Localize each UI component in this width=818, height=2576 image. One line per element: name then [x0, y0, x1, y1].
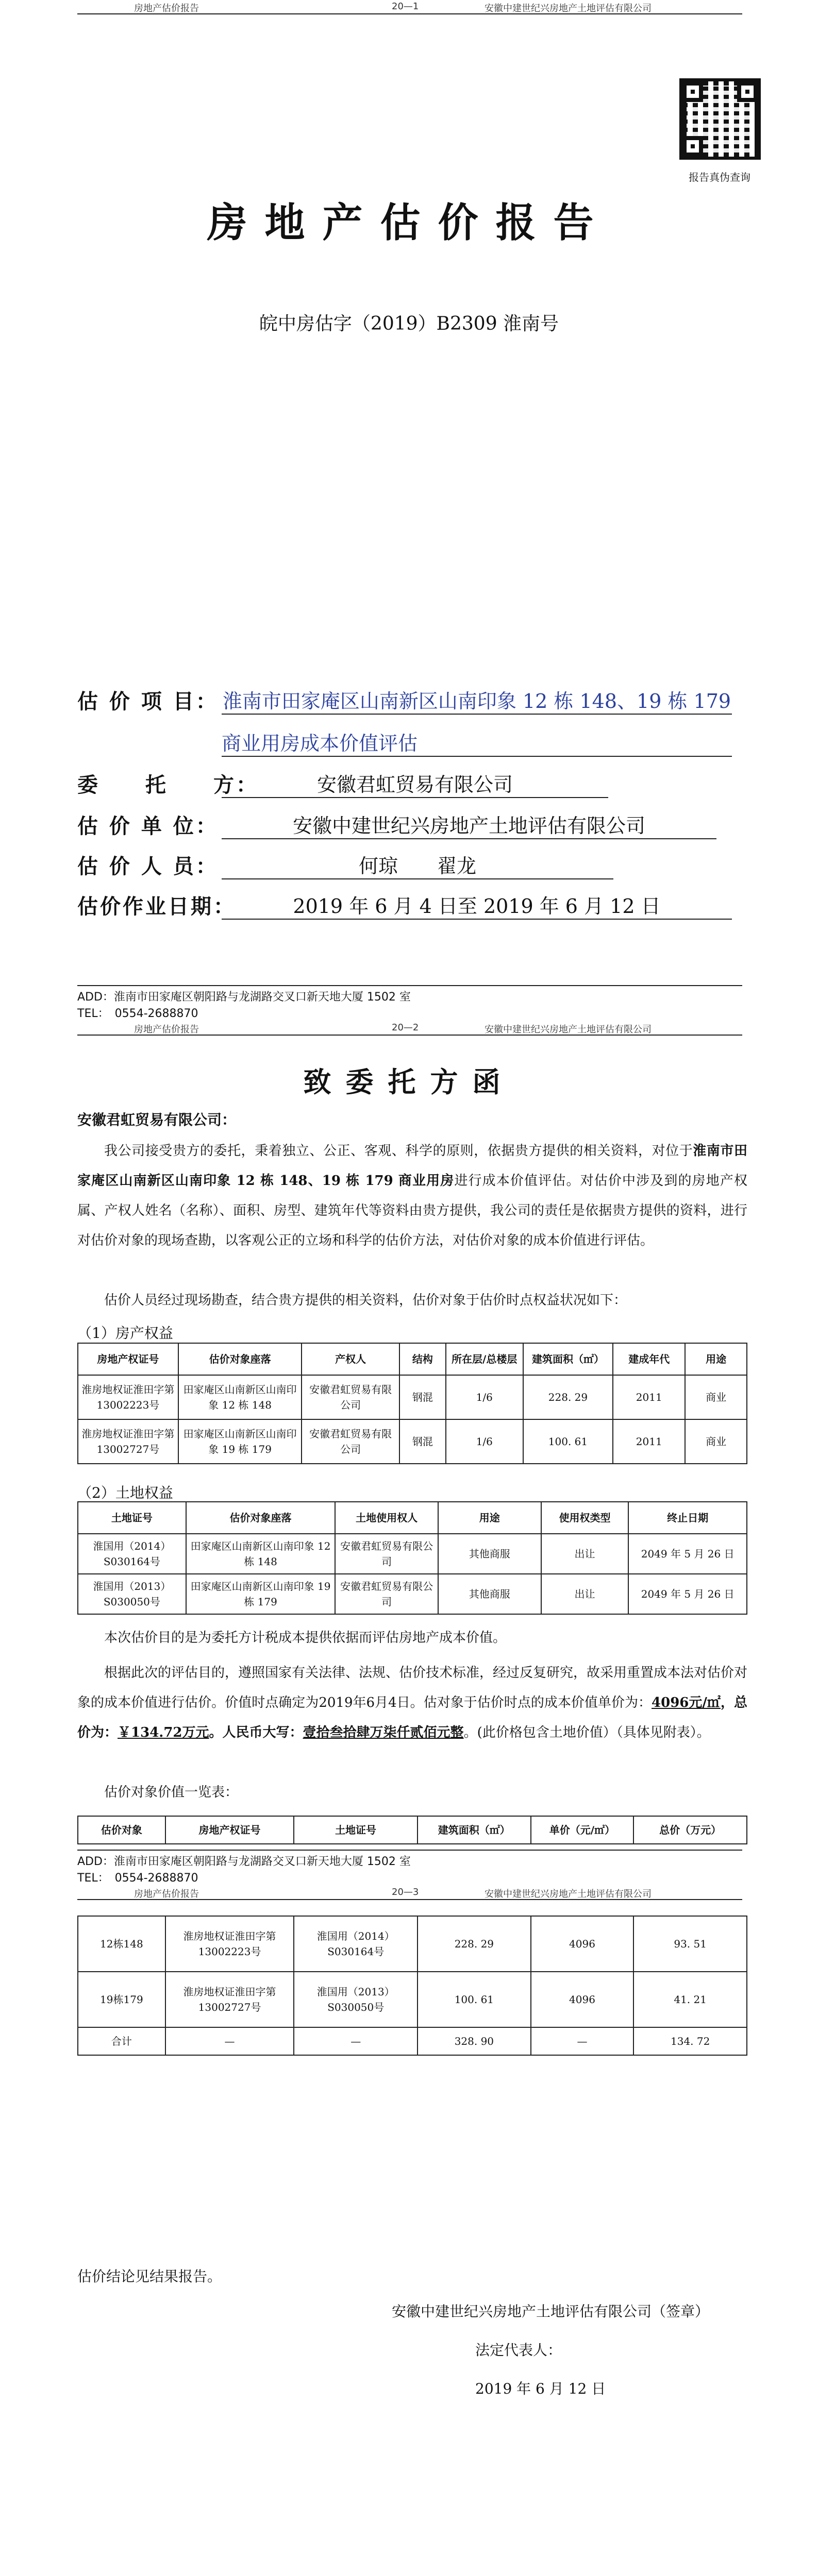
table-cell: 合计 — [78, 2027, 165, 2055]
table-header-cell: 终止日期 — [628, 1502, 747, 1534]
table-cell: — — [531, 2027, 634, 2055]
table-cell: 19栋179 — [78, 1972, 165, 2027]
info-value-appraisers: 何琼 翟龙 — [222, 850, 613, 879]
table2-label: （2）土地权益 — [77, 1484, 173, 1501]
table-header-cell: 土地使用权人 — [335, 1502, 438, 1534]
table-cell: 2011 — [613, 1419, 685, 1464]
page2-footer — [77, 1850, 742, 1887]
table-cell: 1/6 — [446, 1419, 523, 1464]
table-header-cell: 使用权类型 — [541, 1502, 629, 1534]
table-cell: 田家庵区山南新区山南印象 12 栋 148 — [178, 1375, 302, 1419]
report-title: 房地产估价报告 — [207, 199, 611, 246]
table-cell: 田家庵区山南新区山南印象 19 栋 179 — [186, 1574, 336, 1614]
report-number: 皖中房估字（2019）B2309 淮南号 — [259, 313, 559, 334]
header-page-number: 20—2 — [392, 1022, 419, 1033]
table-cell: 100. 61 — [523, 1419, 613, 1464]
table-cell: 1/6 — [446, 1375, 523, 1419]
table-cell: 228. 29 — [418, 1916, 531, 1972]
p4-text-g: 。(此价格包含土地价值）（具体见附表）。 — [463, 1725, 710, 1740]
conclusion-note: 估价结论见结果报告。 — [77, 2268, 222, 2285]
header-left: 房地产估价报告 — [134, 1889, 199, 1900]
table-cell: 淮国用（2014）S030164号 — [294, 1916, 418, 1972]
table-cell: 淮国用（2013）S030050号 — [294, 1972, 418, 2027]
table-cell: 安徽君虹贸易有限公司 — [335, 1534, 438, 1574]
table-header-cell: 产权人 — [302, 1343, 399, 1375]
letter-paragraph-4 — [77, 1658, 747, 1748]
table-total-row — [78, 2027, 747, 2055]
table-cell: — — [165, 2027, 294, 2055]
table-cell: 出让 — [541, 1574, 629, 1614]
table-header-cell: 土地证号 — [294, 1816, 418, 1844]
table-row — [78, 1419, 747, 1464]
table-header-cell: 结构 — [399, 1343, 446, 1375]
letter-paragraph-3: 本次估价目的是为委托方计税成本提供依据而评估房地产成本价值。 — [104, 1630, 507, 1646]
page2-header — [77, 1021, 742, 1036]
value-summary-table-header — [77, 1816, 747, 1844]
table-header-cell: 建筑面积（㎡） — [523, 1343, 613, 1375]
letter-paragraph-5: 估价对象价值一览表： — [104, 1785, 239, 1800]
table-cell: 淮国用（2014）S030164号 — [78, 1534, 186, 1574]
header-company: 安徽中建世纪兴房地产土地评估有限公司 — [485, 3, 652, 14]
table-row — [78, 1375, 747, 1419]
land-rights-table — [77, 1501, 747, 1615]
info-label-project: 估 价 项 目： — [77, 689, 219, 714]
table-row — [78, 1534, 747, 1574]
total-price: ￥134.72万元 — [118, 1725, 209, 1740]
table-header-cell: 建成年代 — [613, 1343, 685, 1375]
table1-label: （1）房产权益 — [77, 1325, 173, 1342]
footer-address: ADD：淮南市田家庵区朝阳路与龙湖路交叉口新天地大厦 1502 室 — [77, 991, 411, 1004]
header-company: 安徽中建世纪兴房地产土地评估有限公司 — [485, 1024, 652, 1035]
table-header-cell: 土地证号 — [78, 1502, 186, 1534]
table-cell: 出让 — [541, 1534, 629, 1574]
table-header-cell: 所在层/总楼层 — [446, 1343, 523, 1375]
property-rights-table — [77, 1343, 747, 1464]
unit-price: 4096元/㎡ — [652, 1695, 721, 1710]
total-price-words: 壹拾叁拾肆万柒仟贰佰元整 — [303, 1725, 464, 1740]
info-value-client: 安徽君虹贸易有限公司 — [222, 769, 608, 798]
table-header-row — [78, 1502, 747, 1534]
p1-text-a: 我公司接受贵方的委托，秉着独立、公正、客观、科学的原则，依据贵方提供的相关资料，对位于 — [104, 1143, 693, 1159]
legal-representative-label: 法定代表人： — [475, 2342, 562, 2359]
table-header-row — [78, 1343, 747, 1375]
table-cell: 田家庵区山南新区山南印象 19 栋 179 — [178, 1419, 302, 1464]
table-cell: — — [294, 2027, 418, 2055]
table-header-cell: 估价对象座落 — [178, 1343, 302, 1375]
table-cell: 淮房地权证淮田字第13002223号 — [165, 1916, 294, 1972]
letter-paragraph-1 — [77, 1136, 747, 1256]
table-cell: 228. 29 — [523, 1375, 613, 1419]
table-cell: 淮房地权证淮田字第13002223号 — [78, 1375, 178, 1419]
table-cell: 淮国用（2013）S030050号 — [78, 1574, 186, 1614]
p1-text-c: 进行成本价值评估。对估价中涉及到的房地产权属、产权人姓名（名称）、面积、房型、建筑年代等资料由贵方提供，我公司的责任是依据贵方提供的资料，进行对估价对象的现场查勘，以客观公正的立场和科学的估价方法，对估价对象的成本价值进行评估。 — [77, 1173, 747, 1248]
table-cell: 12栋148 — [78, 1916, 165, 1972]
info-label-work-date: 估价作业日期： — [77, 894, 236, 919]
table-header-cell: 用途 — [685, 1343, 747, 1375]
table-cell: 淮房地权证淮田字第13002727号 — [78, 1419, 178, 1464]
table-header-cell: 用途 — [438, 1502, 541, 1534]
table-row — [78, 1916, 747, 1972]
p4-text-e: 。人民币大写： — [209, 1725, 303, 1740]
table-cell: 安徽君虹贸易有限公司 — [335, 1574, 438, 1614]
header-page-number: 20—1 — [392, 1, 419, 12]
footer-address: ADD：淮南市田家庵区朝阳路与龙湖路交叉口新天地大厦 1502 室 — [77, 1855, 411, 1868]
qr-caption: 报告真伪查询 — [689, 171, 750, 183]
table-cell: 其他商服 — [438, 1574, 541, 1614]
info-value-project-line2: 商业用房成本价值评估 — [222, 727, 732, 757]
info-label-appraisers: 估 价 人 员： — [77, 854, 219, 878]
table-cell: 2011 — [613, 1375, 685, 1419]
table-cell: 田家庵区山南新区山南印象 12 栋 148 — [186, 1534, 336, 1574]
table-header-cell: 建筑面积（㎡） — [418, 1816, 531, 1844]
table-row — [78, 1972, 747, 2027]
table-cell: 2049 年 5 月 26 日 — [628, 1534, 747, 1574]
info-label-client: 委 托 方： — [77, 773, 259, 797]
table-cell: 淮房地权证淮田字第13002727号 — [165, 1972, 294, 2027]
footer-tel: TEL： 0554-2688870 — [77, 1007, 198, 1020]
p4-text-c: ，总价为： — [77, 1695, 747, 1740]
header-page-number: 20—3 — [392, 1887, 419, 1897]
qr-code-icon[interactable] — [679, 78, 761, 160]
table-header-cell: 单价（元/㎡） — [531, 1816, 634, 1844]
table-cell: 134. 72 — [633, 2027, 747, 2055]
value-summary-table — [77, 1916, 747, 2056]
header-left: 房地产估价报告 — [134, 1024, 199, 1035]
p4-text-a: 根据此次的评估目的，遵照国家有关法律、法规、估价技术标准，经过反复研究，故采用重置成本法对估价对象的成本价值进行估价。价值时点确定为2019年6月4日。估对象于估价时点的成本价值单价为： — [77, 1665, 748, 1710]
table-header-cell: 房地产权证号 — [78, 1343, 178, 1375]
table-header-cell: 房地产权证号 — [165, 1816, 294, 1844]
table-row — [78, 1574, 747, 1614]
info-value-work-date: 2019 年 6 月 4 日至 2019 年 6 月 12 日 — [222, 890, 732, 920]
letter-addressee: 安徽君虹贸易有限公司： — [77, 1111, 237, 1128]
header-company: 安徽中建世纪兴房地产土地评估有限公司 — [485, 1889, 652, 1900]
table-cell: 钢混 — [399, 1419, 446, 1464]
signatory-company: 安徽中建世纪兴房地产土地评估有限公司（签章） — [392, 2303, 710, 2320]
header-left: 房地产估价报告 — [134, 3, 199, 14]
table-cell: 商业 — [685, 1419, 747, 1464]
table-header-cell: 估价对象 — [78, 1816, 165, 1844]
info-value-appraiser-org: 安徽中建世纪兴房地产土地评估有限公司 — [222, 810, 716, 839]
p1-text-b: 淮南市田家庵区山南新区山南印象 12 栋 148、19 栋 179 商业用房 — [77, 1143, 747, 1189]
table-cell: 4096 — [531, 1916, 634, 1972]
letter-paragraph-2: 估价人员经过现场勘查，结合贵方提供的相关资料，估价对象于估价时点权益状况如下： — [104, 1293, 627, 1308]
table-cell: 41. 21 — [633, 1972, 747, 2027]
table-cell: 328. 90 — [418, 2027, 531, 2055]
table-cell: 钢混 — [399, 1375, 446, 1419]
info-value-project: 淮南市田家庵区山南新区山南印象 12 栋 148、19 栋 179 — [222, 685, 732, 715]
table-cell: 100. 61 — [418, 1972, 531, 2027]
page1-header — [77, 0, 742, 14]
table-header-row — [78, 1816, 747, 1844]
table-cell: 安徽君虹贸易有限公司 — [302, 1375, 399, 1419]
table-header-cell: 估价对象座落 — [186, 1502, 336, 1534]
signature-date: 2019 年 6 月 12 日 — [475, 2380, 606, 2397]
page3-header — [77, 1886, 742, 1900]
table-cell: 商业 — [685, 1375, 747, 1419]
table-cell: 2049 年 5 月 26 日 — [628, 1574, 747, 1614]
table-header-cell: 总价（万元） — [633, 1816, 747, 1844]
table-cell: 安徽君虹贸易有限公司 — [302, 1419, 399, 1464]
table-cell: 93. 51 — [633, 1916, 747, 1972]
footer-tel: TEL： 0554-2688870 — [77, 1872, 198, 1885]
page1-footer — [77, 985, 742, 1022]
table-cell: 4096 — [531, 1972, 634, 2027]
info-label-appraiser-org: 估 价 单 位： — [77, 814, 219, 838]
letter-title: 致委托方函 — [303, 1065, 515, 1098]
table-cell: 其他商服 — [438, 1534, 541, 1574]
